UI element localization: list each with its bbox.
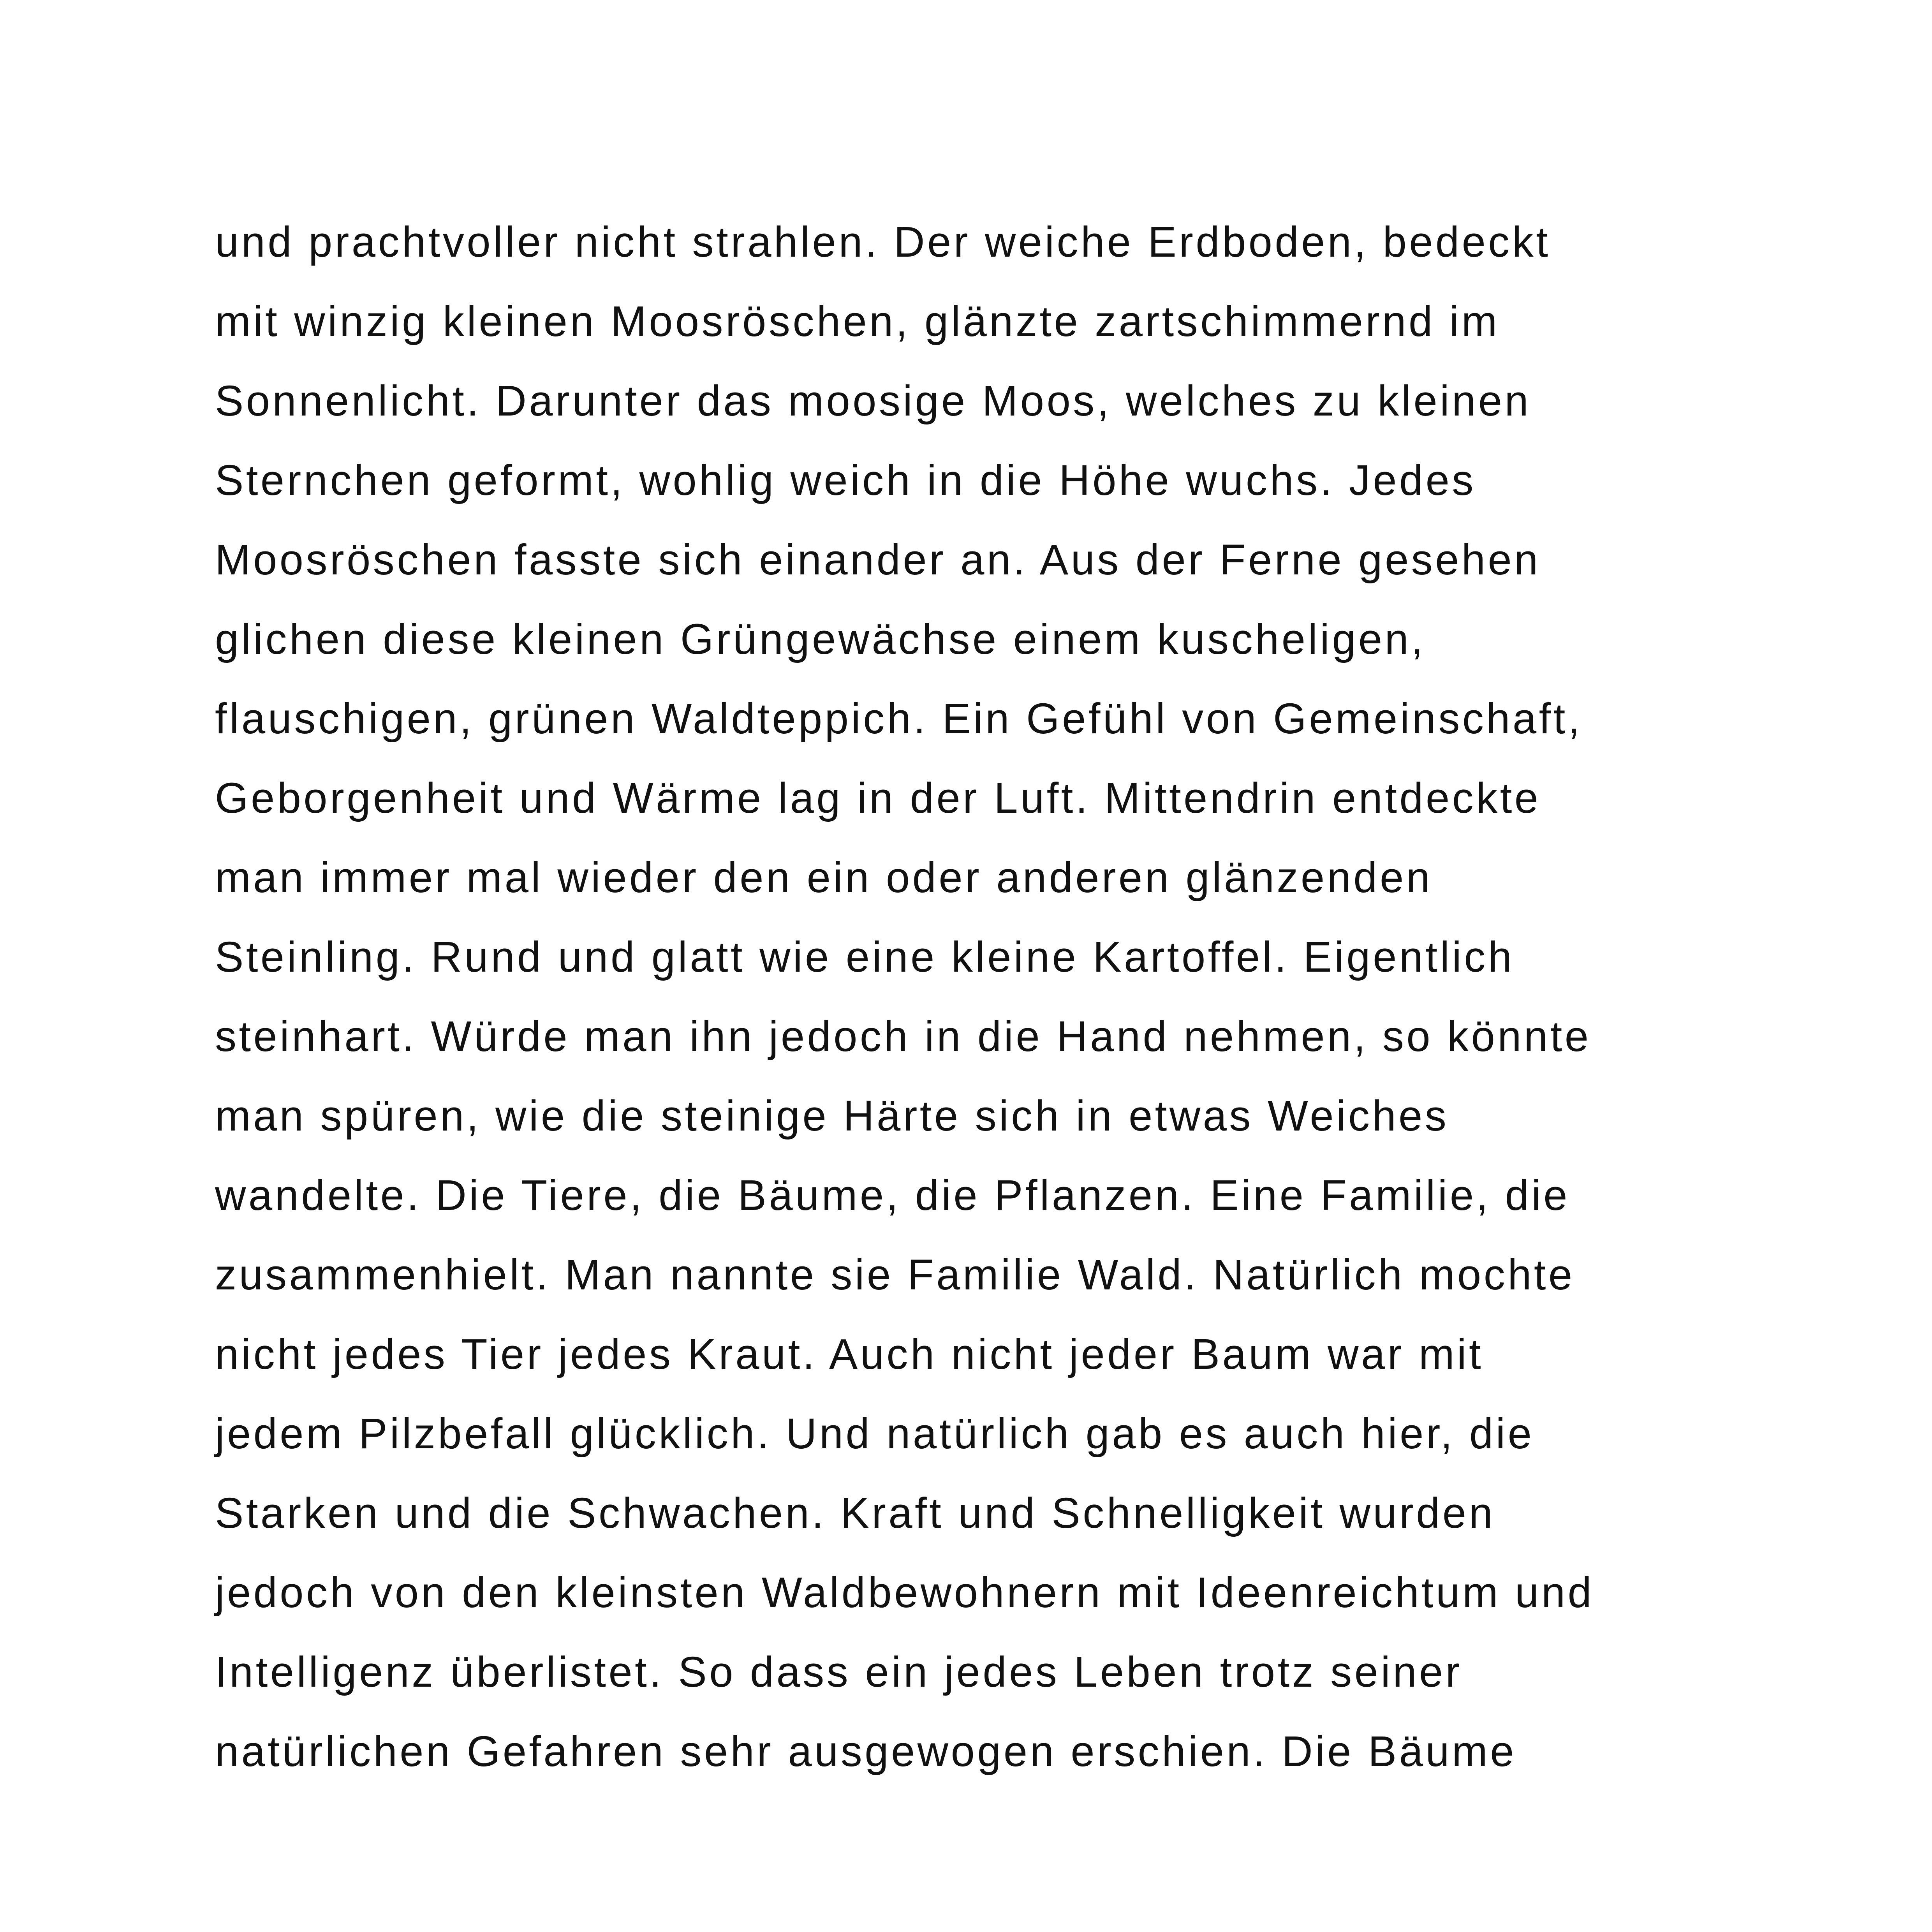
text-line: man spüren, wie die steinige Härte sich in etwas Weiches xyxy=(215,1092,1449,1140)
body-text xyxy=(215,203,1773,1791)
text-line: jedoch von den kleinsten Waldbewohnern mit Ideenreichtum und xyxy=(215,1569,1594,1617)
text-line: Sonnenlicht. Darunter das moosige Moos, welches zu kleinen xyxy=(215,377,1531,425)
text-line: Sternchen geformt, wohlig weich in die Höhe wuchs. Jedes xyxy=(215,456,1476,504)
text-line: Intelligenz überlistet. So dass ein jedes Leben trotz seiner xyxy=(215,1648,1462,1696)
text-line: Steinling. Rund und glatt wie eine kleine Kartoffel. Eigentlich xyxy=(215,933,1515,981)
text-line: zusammenhielt. Man nannte sie Familie Wald. Natürlich mochte xyxy=(215,1251,1575,1299)
text-line: Moosröschen fasste sich einander an. Aus der Ferne gesehen xyxy=(215,536,1541,584)
text-line: jedem Pilzbefall glücklich. Und natürlich gab es auch hier, die xyxy=(215,1410,1534,1458)
text-line: Starken und die Schwachen. Kraft und Schnelligkeit wurden xyxy=(215,1489,1495,1537)
text-line: steinhart. Würde man ihn jedoch in die Hand nehmen, so könnte xyxy=(215,1013,1591,1060)
text-line: glichen diese kleinen Grüngewächse einem kuscheligen, xyxy=(215,615,1426,663)
text-line: und prachtvoller nicht strahlen. Der weiche Erdboden, bedeckt xyxy=(215,218,1551,266)
text-line: Geborgenheit und Wärme lag in der Luft. Mittendrin entdeckte xyxy=(215,774,1541,822)
text-line: flauschigen, grünen Waldteppich. Ein Gefühl von Gemeinschaft, xyxy=(215,695,1582,743)
text-line: man immer mal wieder den ein oder anderen glänzenden xyxy=(215,854,1433,902)
text-line: nicht jedes Tier jedes Kraut. Auch nicht jeder Baum war mit xyxy=(215,1330,1484,1378)
text-line: wandelte. Die Tiere, die Bäume, die Pflanzen. Eine Familie, die xyxy=(215,1171,1570,1219)
text-line: mit winzig kleinen Moosröschen, glänzte zartschimmernd im xyxy=(215,298,1500,345)
text-line: natürlichen Gefahren sehr ausgewogen erschien. Die Bäume xyxy=(215,1728,1516,1775)
